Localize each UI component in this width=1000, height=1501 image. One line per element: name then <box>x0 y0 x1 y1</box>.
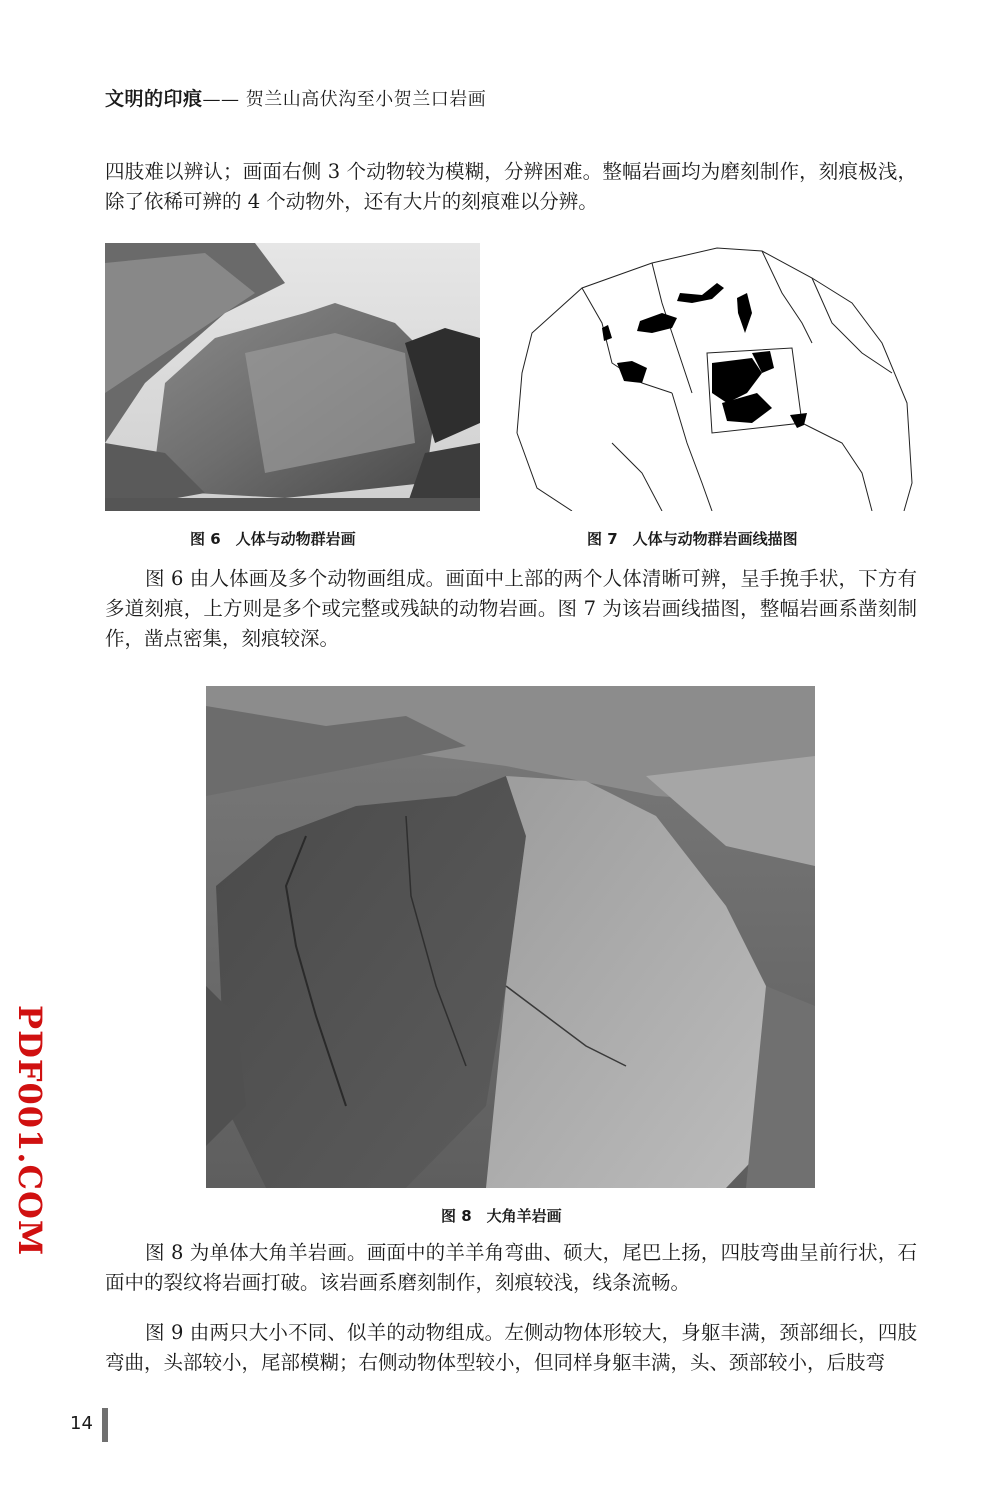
caption-figure-6: 图 6 人体与动物群岩画 <box>190 530 356 548</box>
paragraph-2: 图 6 由人体画及多个动物画组成。画面中上部的两个人体清晰可辨，呈手挽手状，下方有多道刻痕，上方则是多个或完整或残缺的动物岩画。图 7 为该岩画线描图，整幅岩画系凿刻制作，凿点密集，刻痕较深。 <box>105 567 917 650</box>
caption-figure-8: 图 8 大角羊岩画 <box>441 1207 562 1225</box>
paragraph-4: 图 9 由两只大小不同、似羊的动物组成。左侧动物体形较大，身躯丰满，颈部细长，四肢弯曲，头部较小，尾部模糊；右侧动物体型较小，但同样身躯丰满，头、颈部较小，后肢弯 <box>105 1321 917 1374</box>
paragraph-1: 四肢难以辨认；画面右侧 3 个动物较为模糊，分辨困难。整幅岩画均为磨刻制作，刻痕极浅，除了依稀可辨的 4 个动物外，还有大片的刻痕难以分辨。 <box>105 160 917 213</box>
figure-8-photo <box>206 686 815 1188</box>
figure-7-line-drawing <box>512 243 917 511</box>
page-number-bar <box>102 1408 108 1442</box>
caption-figure-7: 图 7 人体与动物群岩画线描图 <box>587 530 798 548</box>
page-number: 14 <box>70 1413 93 1434</box>
watermark-text: PDF001.COM <box>11 1005 49 1257</box>
book-title: 文明的印痕 <box>105 88 203 110</box>
running-header <box>105 84 486 111</box>
book-subtitle: —— 贺兰山高伏沟至小贺兰口岩画 <box>202 89 487 110</box>
paragraph-3: 图 8 为单体大角羊岩画。画面中的羊羊角弯曲、硕大，尾巴上扬，四肢弯曲呈前行状，石面中的裂纹将岩画打破。该岩画系磨刻制作，刻痕较浅，线条流畅。 <box>105 1241 917 1294</box>
figure-6-photo <box>105 243 480 511</box>
